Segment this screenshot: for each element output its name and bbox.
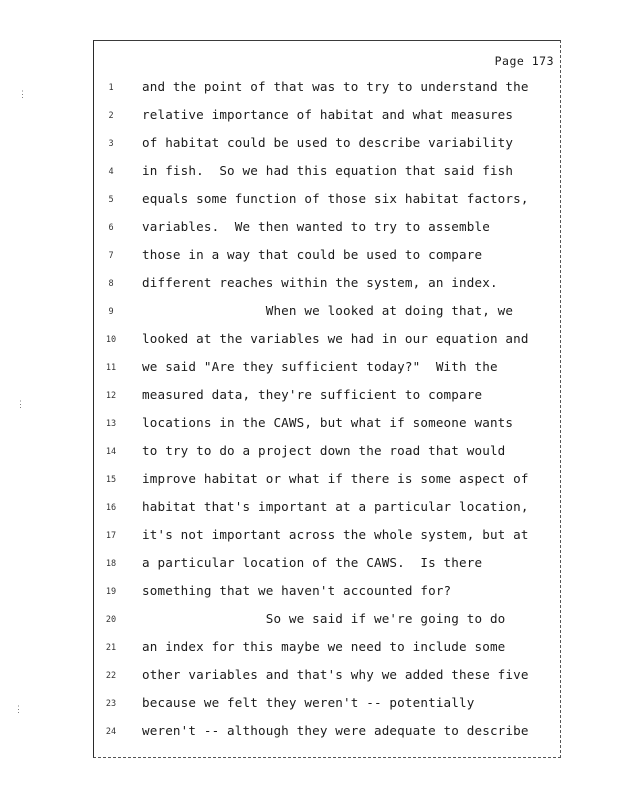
scan-speck: ⋮ bbox=[16, 400, 25, 410]
transcript-line bbox=[94, 219, 562, 247]
line-text: variables. We then wanted to try to assemble bbox=[142, 219, 490, 234]
transcript-line bbox=[94, 107, 562, 135]
line-number: 10 bbox=[105, 335, 117, 345]
transcript-line bbox=[94, 611, 562, 639]
line-number: 18 bbox=[105, 559, 117, 569]
transcript-line bbox=[94, 331, 562, 359]
line-number: 17 bbox=[105, 531, 117, 541]
page-number: Page 173 bbox=[494, 54, 554, 68]
transcript-line bbox=[94, 415, 562, 443]
transcript-line bbox=[94, 443, 562, 471]
line-text: because we felt they weren't -- potentially bbox=[142, 695, 475, 710]
line-text: weren't -- although they were adequate to describe bbox=[142, 723, 529, 738]
line-number: 15 bbox=[105, 475, 117, 485]
line-number: 16 bbox=[105, 503, 117, 513]
transcript-line bbox=[94, 555, 562, 583]
line-number: 9 bbox=[108, 307, 114, 317]
line-text: other variables and that's why we added these five bbox=[142, 667, 529, 682]
scan-speck: ⋮ bbox=[14, 705, 23, 715]
line-number: 14 bbox=[105, 447, 117, 457]
line-number: 11 bbox=[105, 363, 117, 373]
line-text: a particular location of the CAWS. Is there bbox=[142, 555, 483, 570]
line-text: different reaches within the system, an index. bbox=[142, 275, 498, 290]
transcript-line bbox=[94, 191, 562, 219]
line-number: 2 bbox=[108, 111, 114, 121]
transcript-line bbox=[94, 387, 562, 415]
transcript-line bbox=[94, 163, 562, 191]
transcript-line bbox=[94, 79, 562, 107]
transcript-line bbox=[94, 583, 562, 611]
transcript-line bbox=[94, 275, 562, 303]
line-number: 21 bbox=[105, 643, 117, 653]
line-text: and the point of that was to try to understand the bbox=[142, 79, 529, 94]
line-text: an index for this maybe we need to include some bbox=[142, 639, 506, 654]
line-text: it's not important across the whole system, but at bbox=[142, 527, 529, 542]
line-text: locations in the CAWS, but what if someone wants bbox=[142, 415, 514, 430]
transcript-line bbox=[94, 303, 562, 331]
line-number: 1 bbox=[108, 83, 114, 93]
line-number: 20 bbox=[105, 615, 117, 625]
transcript-page bbox=[93, 40, 561, 758]
transcript-line bbox=[94, 471, 562, 499]
line-number: 22 bbox=[105, 671, 117, 681]
line-text: measured data, they're sufficient to compare bbox=[142, 387, 483, 402]
line-number: 12 bbox=[105, 391, 117, 401]
line-text: improve habitat or what if there is some aspect of bbox=[142, 471, 529, 486]
transcript-line bbox=[94, 135, 562, 163]
line-number: 13 bbox=[105, 419, 117, 429]
transcript-line bbox=[94, 359, 562, 387]
line-text: When we looked at doing that, we bbox=[142, 303, 514, 318]
transcript-line bbox=[94, 527, 562, 555]
line-text: equals some function of those six habitat factors, bbox=[142, 191, 529, 206]
line-number: 6 bbox=[108, 223, 114, 233]
transcript-line bbox=[94, 639, 562, 667]
line-number: 7 bbox=[108, 251, 114, 261]
transcript-line bbox=[94, 695, 562, 723]
line-number: 19 bbox=[105, 587, 117, 597]
line-number: 3 bbox=[108, 139, 114, 149]
line-number: 8 bbox=[108, 279, 114, 289]
line-text: So we said if we're going to do bbox=[142, 611, 506, 626]
line-number: 24 bbox=[105, 727, 117, 737]
line-text: looked at the variables we had in our equation and bbox=[142, 331, 529, 346]
line-number: 5 bbox=[108, 195, 114, 205]
line-number: 4 bbox=[108, 167, 114, 177]
line-text: those in a way that could be used to compare bbox=[142, 247, 483, 262]
line-text: of habitat could be used to describe variability bbox=[142, 135, 514, 150]
line-text: something that we haven't accounted for? bbox=[142, 583, 452, 598]
line-text: in fish. So we had this equation that said fish bbox=[142, 163, 514, 178]
transcript-line bbox=[94, 499, 562, 527]
transcript-line bbox=[94, 667, 562, 695]
transcript-line bbox=[94, 723, 562, 751]
line-text: to try to do a project down the road that would bbox=[142, 443, 506, 458]
line-number: 23 bbox=[105, 699, 117, 709]
line-text: we said "Are they sufficient today?" With the bbox=[142, 359, 498, 374]
line-text: relative importance of habitat and what measures bbox=[142, 107, 514, 122]
scan-speck: ⋮ bbox=[18, 90, 27, 100]
line-text: habitat that's important at a particular location, bbox=[142, 499, 529, 514]
transcript-line bbox=[94, 247, 562, 275]
